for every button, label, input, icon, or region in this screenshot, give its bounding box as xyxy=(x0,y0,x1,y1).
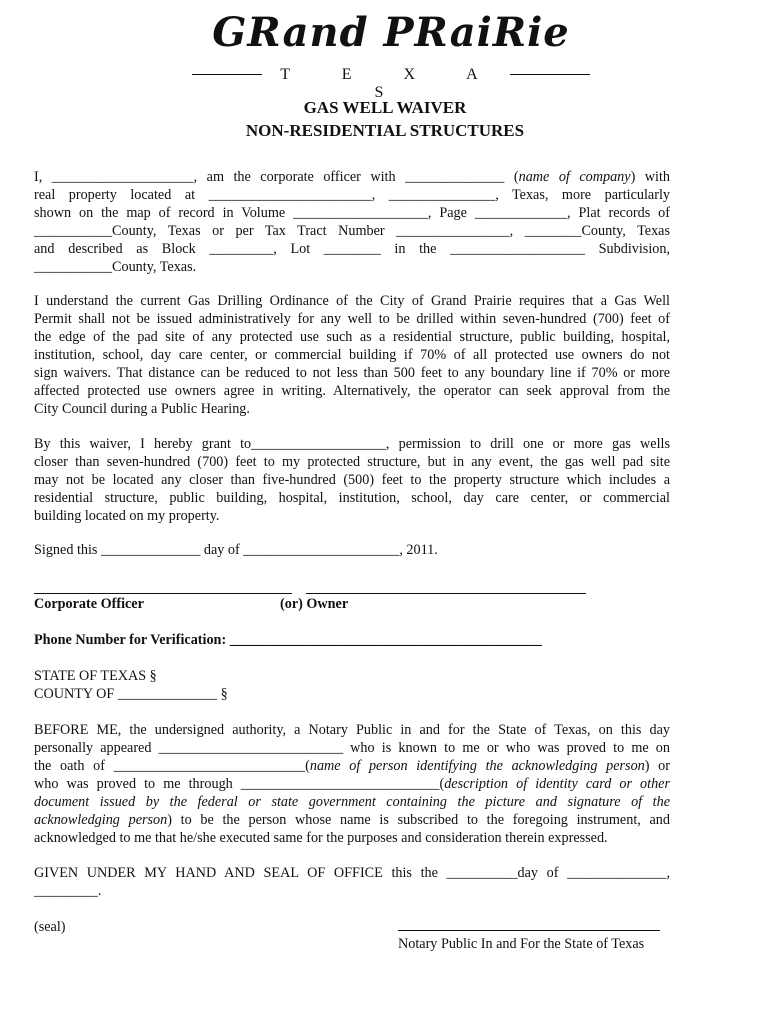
text-line: ___________County, Texas. xyxy=(34,259,197,275)
seal-label: (seal) xyxy=(34,919,66,935)
text-line: residential structure, public building, hospital, institution, school, day care center, or commercial xyxy=(34,490,670,506)
text-line: By this waiver, I hereby grant to___________________, permission to drill one or more gas wells xyxy=(34,436,670,452)
title-line-2: NON-RESIDENTIAL STRUCTURES xyxy=(245,121,525,140)
owner-signature-line xyxy=(306,593,586,594)
text-line: BEFORE ME, the undersigned authority, a Notary Public in and for the State of Texas, on this day xyxy=(34,722,670,738)
phone-verification-line: Phone Number for Verification: ____________________________________________ xyxy=(34,632,542,648)
title-line-1: GAS WELL WAIVER xyxy=(303,98,467,117)
signed-date-line: Signed this ______________ day of ______________________, 2011. xyxy=(34,542,438,558)
text-line: City Council during a Public Hearing. xyxy=(34,401,250,417)
text-segment: ) with xyxy=(630,169,670,185)
paragraph-notary xyxy=(34,721,670,847)
logo-texas: T E X A S xyxy=(280,66,502,101)
text-line: acknowledged to me that he/she executed same for the purposes and consideration therein expressed. xyxy=(34,830,608,846)
text-line: shown on the map of record in Volume ___________________, Page _____________, Plat records of xyxy=(34,205,670,221)
text-segment: ) to be the person whose name is subscribed to the foregoing instrument, and xyxy=(167,812,670,828)
paragraph-ordinance xyxy=(34,292,670,418)
logo-rule-right xyxy=(510,74,590,75)
text-segment: ) or xyxy=(644,758,670,774)
text-italic: acknowledging person xyxy=(34,812,168,828)
text-line: and described as Block _________, Lot ________ in the ___________________ Subdivision, xyxy=(34,241,670,257)
text-line: affected protected use owners agree in writing. Alternatively, the operator can seek approval from the xyxy=(34,383,670,399)
text-segment: who was proved to me through ____________________________( xyxy=(34,776,445,792)
logo-rule-left xyxy=(192,74,262,75)
corporate-officer-signature-line xyxy=(34,593,292,594)
paragraph-property xyxy=(34,168,670,276)
corporate-officer-label: Corporate Officer xyxy=(34,596,144,612)
text-line xyxy=(34,811,670,829)
logo-wordmark: GRand PRaiRie xyxy=(212,9,570,56)
text-line: the edge of the pad site of any protected use such as a residential structure, public building, hospital, xyxy=(34,329,670,345)
text-italic: name of person identifying the acknowledging person xyxy=(309,758,645,774)
text-line: GIVEN UNDER MY HAND AND SEAL OF OFFICE this the __________day of ______________, xyxy=(34,865,670,881)
text-line: may not be located any closer than five-hundred (500) feet to the property structure which includes a xyxy=(34,472,670,488)
text-line: document issued by the federal or state government containing the picture and signature of the xyxy=(34,794,670,810)
text-italic: name of company xyxy=(518,169,631,185)
notary-signature-line xyxy=(398,930,660,931)
notary-caption: Notary Public In and For the State of Texas xyxy=(398,936,645,952)
text-line: _________. xyxy=(34,883,102,899)
owner-label: (or) Owner xyxy=(280,596,349,612)
text-line: ___________County, Texas or per Tax Tract Number ________________, ________County, Texas xyxy=(34,223,670,239)
text-italic: description of identity card or other xyxy=(444,776,671,792)
paragraph-waiver xyxy=(34,435,670,525)
text-line: I understand the current Gas Drilling Ordinance of the City of Grand Prairie requires that a Gas Well xyxy=(34,293,670,309)
text-line: institution, school, day care center, or commercial building if 70% of all protected use owners do not xyxy=(34,347,670,363)
county-of: COUNTY OF ______________ § xyxy=(34,686,228,702)
text-line: closer than seven-hundred (700) feet to my protected structure, but in any event, the gas well pad site xyxy=(34,454,670,470)
paragraph-given xyxy=(34,864,670,900)
grand-prairie-logo xyxy=(186,8,596,101)
logo-subline xyxy=(186,66,596,101)
text-segment: the oath of ___________________________( xyxy=(34,758,310,774)
text-segment: I, ____________________, am the corporate officer with ______________ ( xyxy=(34,169,519,185)
text-line: personally appeared __________________________ who is known to me or who was proved to me on xyxy=(34,740,670,756)
text-line xyxy=(34,757,670,775)
text-line xyxy=(34,775,670,793)
text-line: building located on my property. xyxy=(34,508,220,524)
text-line xyxy=(34,168,670,186)
text-line: Permit shall not be issued administratively for any well to be drilled within seven-hundred (700) feet of xyxy=(34,311,670,327)
state-of-texas: STATE OF TEXAS § xyxy=(34,668,157,684)
text-line: sign waivers. That distance can be reduced to not less than 500 feet to any boundary line if 70% or more xyxy=(34,365,670,381)
text-line: real property located at _______________________, _______________, Texas, more particularly xyxy=(34,187,670,203)
